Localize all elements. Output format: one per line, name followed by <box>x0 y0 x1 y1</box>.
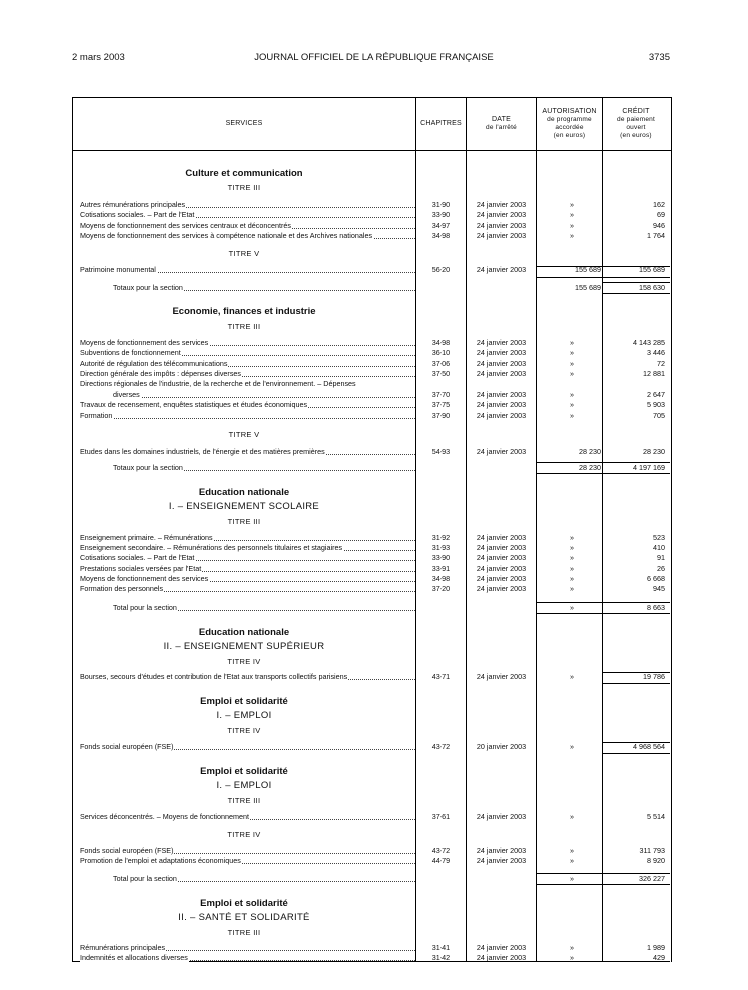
table-row <box>73 533 671 543</box>
cell-chapitre: 56-20 <box>431 265 451 274</box>
row-label-text: Promotion de l'emploi et adaptations économiques <box>80 856 241 865</box>
total-box-credit <box>603 672 670 684</box>
cell-credit: 69 <box>657 210 665 219</box>
table-row <box>73 338 671 348</box>
cell-chapitre: 31-41 <box>431 943 451 952</box>
table-row <box>73 400 671 410</box>
titre-heading: TITRE III <box>227 796 261 805</box>
cell-credit: 4 197 169 <box>633 463 665 472</box>
total-box-autorisation <box>537 873 602 885</box>
cell-date: 24 janvier 2003 <box>476 584 527 593</box>
section-title: Emploi et solidarité <box>200 766 288 777</box>
row-label-text: Totaux pour la section <box>113 283 183 292</box>
cell-date: 24 janvier 2003 <box>476 846 527 855</box>
cell-credit: 8 920 <box>647 856 665 865</box>
cell-credit: 2 647 <box>647 390 665 399</box>
row-label <box>80 553 415 563</box>
section-subtitle: I. – EMPLOI <box>216 780 272 791</box>
cell-autorisation: » <box>570 231 574 240</box>
table-row <box>73 221 671 231</box>
cell-autorisation: » <box>570 672 574 681</box>
titre-heading: TITRE V <box>228 430 260 439</box>
titre-heading: TITRE V <box>228 249 260 258</box>
row-label-text: Indemnités et allocations diverses <box>80 953 188 962</box>
row-label <box>80 846 415 856</box>
row-label <box>113 283 415 293</box>
titre-heading: TITRE IV <box>227 657 261 666</box>
column-header-services: SERVICES <box>225 120 263 127</box>
total-box-credit <box>603 742 670 754</box>
row-label-text: Travaux de recensement, enquêtes statistiques et études économiques <box>80 400 308 409</box>
cell-credit: 705 <box>653 411 665 420</box>
cell-autorisation: » <box>570 338 574 347</box>
cell-autorisation: » <box>570 574 574 583</box>
cell-autorisation: 155 689 <box>575 265 601 274</box>
total-box-credit <box>603 462 670 474</box>
cell-date: 24 janvier 2003 <box>476 856 527 865</box>
row-label <box>80 348 415 358</box>
cell-credit: 429 <box>653 953 665 962</box>
cell-date: 24 janvier 2003 <box>476 447 527 456</box>
row-label-text: diverses <box>113 390 140 399</box>
cell-chapitre: 37-06 <box>431 359 451 368</box>
cell-date: 24 janvier 2003 <box>476 210 527 219</box>
row-label <box>80 411 415 421</box>
row-label-text: Directions régionales de l'industrie, de la recherche et de l'environnement. – Dépenses <box>80 379 356 388</box>
section-title: Education nationale <box>198 627 290 638</box>
table-row <box>73 359 671 369</box>
cell-chapitre: 37-90 <box>431 411 451 420</box>
cell-credit: 155 689 <box>639 265 665 274</box>
row-label-text: Patrimoine monumental <box>80 265 156 274</box>
budget-table <box>72 97 672 962</box>
row-label-text: Moyens de fonctionnement des services <box>80 338 209 347</box>
cell-date: 24 janvier 2003 <box>476 543 527 552</box>
page-number: 3735 <box>648 52 670 63</box>
column-header-credit: CRÉDIT de paiement ouvert (en euros) <box>617 108 655 139</box>
cell-date: 24 janvier 2003 <box>476 953 527 962</box>
titre-heading: TITRE IV <box>227 830 261 839</box>
titre-heading: TITRE III <box>227 928 261 937</box>
cell-date: 24 janvier 2003 <box>476 359 527 368</box>
total-box-autorisation <box>537 462 602 474</box>
cell-chapitre: 31-42 <box>431 953 451 962</box>
cell-chapitre: 34-98 <box>431 574 451 583</box>
table-row <box>73 390 671 400</box>
cell-credit: 1 764 <box>647 231 665 240</box>
cell-autorisation: » <box>570 400 574 409</box>
cell-date: 24 janvier 2003 <box>476 348 527 357</box>
cell-date: 24 janvier 2003 <box>476 221 527 230</box>
row-label <box>80 953 415 962</box>
cell-credit: 26 <box>657 564 665 573</box>
row-label <box>80 543 415 553</box>
cell-autorisation: » <box>570 856 574 865</box>
row-label-text: Totaux pour la section <box>113 463 183 472</box>
row-label-text: Cotisations sociales. – Part de l'Etat <box>80 553 195 562</box>
section-title: Emploi et solidarité <box>200 898 288 909</box>
section-subtitle: II. – SANTÉ ET SOLIDARITÉ <box>178 912 310 923</box>
row-label <box>80 856 415 866</box>
row-label-text: Moyens de fonctionnement des services à compétence nationale et des Archives nationales <box>80 231 373 240</box>
row-label-text: Services déconcentrés. – Moyens de fonctionnement <box>80 812 250 821</box>
table-row <box>73 379 671 389</box>
cell-credit: 410 <box>653 543 665 552</box>
cell-autorisation: 155 689 <box>575 283 601 292</box>
cell-date: 24 janvier 2003 <box>476 943 527 952</box>
row-label-text: Total pour la section <box>113 603 177 612</box>
cell-credit: 91 <box>657 553 665 562</box>
cell-credit: 523 <box>653 533 665 542</box>
cell-autorisation: 28 230 <box>579 463 601 472</box>
row-label <box>80 533 415 543</box>
cell-credit: 162 <box>653 200 665 209</box>
cell-autorisation: » <box>570 874 574 883</box>
cell-autorisation: » <box>570 390 574 399</box>
cell-autorisation: » <box>570 359 574 368</box>
table-row <box>73 856 671 866</box>
cell-credit: 158 630 <box>639 283 665 292</box>
cell-chapitre: 37-75 <box>431 400 451 409</box>
table-row <box>73 742 671 752</box>
row-label <box>80 672 415 682</box>
journal-title: JOURNAL OFFICIEL DE LA RÉPUBLIQUE FRANÇAISE <box>254 52 494 63</box>
cell-autorisation: » <box>570 200 574 209</box>
table-row <box>73 846 671 856</box>
cell-date: 24 janvier 2003 <box>476 553 527 562</box>
cell-autorisation: » <box>570 210 574 219</box>
cell-chapitre: 33-90 <box>431 553 451 562</box>
cell-autorisation: » <box>570 603 574 612</box>
cell-date: 24 janvier 2003 <box>476 369 527 378</box>
total-box-autorisation <box>537 602 602 614</box>
table-row <box>73 672 671 682</box>
cell-autorisation: » <box>570 369 574 378</box>
row-label-text: Autres rémunérations principales <box>80 200 186 209</box>
titre-heading: TITRE IV <box>227 726 261 735</box>
row-label <box>80 400 415 410</box>
section-title: Education nationale <box>198 487 290 498</box>
row-label <box>113 603 415 613</box>
row-label-text: Fonds social européen (FSE) <box>80 846 174 855</box>
cell-autorisation: » <box>570 953 574 962</box>
cell-chapitre: 43-71 <box>431 672 451 681</box>
table-row <box>73 231 671 241</box>
cell-credit: 19 786 <box>643 672 665 681</box>
cell-date: 24 janvier 2003 <box>476 672 527 681</box>
cell-credit: 326 227 <box>639 874 665 883</box>
cell-autorisation: » <box>570 812 574 821</box>
cell-autorisation: 28 230 <box>579 447 601 456</box>
row-label <box>113 874 415 884</box>
table-row <box>73 564 671 574</box>
row-label <box>113 463 415 473</box>
section-subtitle: II. – ENSEIGNEMENT SUPÉRIEUR <box>163 641 325 652</box>
cell-credit: 945 <box>653 584 665 593</box>
column-header-autorisation: AUTORISATION de programme accordée (en euros) <box>542 108 597 139</box>
row-label-text: Fonds social européen (FSE) <box>80 742 174 751</box>
row-label <box>80 265 415 275</box>
cell-credit: 5 903 <box>647 400 665 409</box>
leader-dots <box>113 397 415 398</box>
section-subtitle: I. – EMPLOI <box>216 710 272 721</box>
cell-credit: 72 <box>657 359 665 368</box>
titre-heading: TITRE III <box>227 183 261 192</box>
row-label-text: Total pour la section <box>113 874 177 883</box>
cell-date: 24 janvier 2003 <box>476 812 527 821</box>
row-label-text: Cotisations sociales. – Part de l'Etat <box>80 210 195 219</box>
cell-credit: 5 514 <box>647 812 665 821</box>
section-title: Culture et communication <box>185 168 303 179</box>
cell-credit: 28 230 <box>643 447 665 456</box>
section-subtitle: I. – ENSEIGNEMENT SCOLAIRE <box>168 501 320 512</box>
total-box-credit <box>603 282 670 294</box>
table-row <box>73 574 671 584</box>
row-label-text: Rémunérations principales <box>80 943 166 952</box>
row-label <box>80 447 415 457</box>
table-row <box>73 411 671 421</box>
cell-date: 24 janvier 2003 <box>476 390 527 399</box>
cell-date: 24 janvier 2003 <box>476 265 527 274</box>
row-label <box>80 742 415 752</box>
page-date: 2 mars 2003 <box>72 52 125 63</box>
row-label <box>80 584 415 594</box>
table-row <box>73 543 671 553</box>
cell-chapitre: 44-79 <box>431 856 451 865</box>
table-row <box>73 447 671 457</box>
row-label-text: Bourses, secours d'études et contribution de l'Etat aux transports collectifs parisiens <box>80 672 348 681</box>
cell-chapitre: 31-90 <box>431 200 451 209</box>
row-label <box>80 338 415 348</box>
row-label <box>80 574 415 584</box>
row-label <box>80 210 415 220</box>
cell-date: 24 janvier 2003 <box>476 231 527 240</box>
cell-autorisation: » <box>570 533 574 542</box>
cell-chapitre: 54-93 <box>431 447 451 456</box>
total-box-credit <box>603 602 670 614</box>
table-row <box>73 584 671 594</box>
titre-heading: TITRE III <box>227 322 261 331</box>
cell-autorisation: » <box>570 943 574 952</box>
row-label <box>80 221 415 231</box>
cell-chapitre: 37-20 <box>431 584 451 593</box>
cell-credit: 1 989 <box>647 943 665 952</box>
cell-autorisation: » <box>570 564 574 573</box>
cell-date: 24 janvier 2003 <box>476 400 527 409</box>
cell-autorisation: » <box>570 543 574 552</box>
cell-date: 20 janvier 2003 <box>476 742 527 751</box>
row-label-text: Subventions de fonctionnement <box>80 348 181 357</box>
cell-date: 24 janvier 2003 <box>476 574 527 583</box>
cell-chapitre: 37-61 <box>431 812 451 821</box>
row-label-text: Direction générale des impôts : dépenses diverses <box>80 369 242 378</box>
cell-chapitre: 34-98 <box>431 231 451 240</box>
table-row <box>73 812 671 822</box>
cell-chapitre: 31-93 <box>431 543 451 552</box>
row-label <box>80 812 415 822</box>
cell-chapitre: 33-90 <box>431 210 451 219</box>
cell-date: 24 janvier 2003 <box>476 200 527 209</box>
cell-date: 24 janvier 2003 <box>476 564 527 573</box>
row-label-text: Etudes dans les domaines industriels, de l'énergie et des matières premières <box>80 447 325 456</box>
cell-autorisation: » <box>570 348 574 357</box>
cell-date: 24 janvier 2003 <box>476 338 527 347</box>
leader-dots <box>80 418 415 419</box>
cell-credit: 4 143 285 <box>633 338 665 347</box>
total-row <box>73 283 671 293</box>
cell-chapitre: 43-72 <box>431 846 451 855</box>
cell-autorisation: » <box>570 742 574 751</box>
table-row <box>73 265 671 275</box>
table-row <box>73 369 671 379</box>
cell-date: 24 janvier 2003 <box>476 533 527 542</box>
row-label-text: Moyens de fonctionnement des services centraux et déconcentrés <box>80 221 291 230</box>
cell-chapitre: 43-72 <box>431 742 451 751</box>
row-label-text: Autorité de régulation des télécommunications <box>80 359 228 368</box>
row-label <box>80 943 415 953</box>
cell-chapitre: 34-98 <box>431 338 451 347</box>
row-label-text: Formation <box>80 411 113 420</box>
table-row <box>73 210 671 220</box>
row-label <box>80 231 415 241</box>
row-label-text: Enseignement primaire. – Rémunérations <box>80 533 213 542</box>
cell-credit: 12 881 <box>643 369 665 378</box>
row-label <box>80 564 415 574</box>
cell-chapitre: 34-97 <box>431 221 451 230</box>
table-row <box>73 200 671 210</box>
cell-chapitre: 33-91 <box>431 564 451 573</box>
row-label-text: Formation des personnels <box>80 584 164 593</box>
row-label <box>80 379 415 389</box>
cell-autorisation: » <box>570 846 574 855</box>
cell-credit: 6 668 <box>647 574 665 583</box>
row-label-text: Enseignement secondaire. – Rémunérations des personnels titulaires et stagiaires <box>80 543 343 552</box>
row-label-text: Prestations sociales versées par l'Etat <box>80 564 202 573</box>
row-label <box>80 369 415 379</box>
cell-autorisation: » <box>570 411 574 420</box>
cell-autorisation: » <box>570 221 574 230</box>
cell-credit: 3 446 <box>647 348 665 357</box>
table-row <box>73 553 671 563</box>
titre-heading: TITRE III <box>227 517 261 526</box>
cell-autorisation: » <box>570 584 574 593</box>
header-rule <box>73 150 671 151</box>
table-row <box>73 943 671 953</box>
cell-credit: 8 663 <box>647 603 665 612</box>
cell-chapitre: 37-50 <box>431 369 451 378</box>
table-row <box>73 348 671 358</box>
row-label <box>113 390 415 400</box>
cell-credit: 311 793 <box>639 846 665 855</box>
cell-chapitre: 31-92 <box>431 533 451 542</box>
cell-chapitre: 37-70 <box>431 390 451 399</box>
cell-autorisation: » <box>570 553 574 562</box>
cell-credit: 946 <box>653 221 665 230</box>
total-box-credit <box>603 873 670 885</box>
column-header-date: DATE de l'arrêté <box>486 116 517 131</box>
cell-credit: 4 968 564 <box>633 742 665 751</box>
row-label-text: Moyens de fonctionnement des services <box>80 574 209 583</box>
row-label <box>80 359 415 369</box>
section-title: Emploi et solidarité <box>200 696 288 707</box>
column-header-chapitres: CHAPITRES <box>420 120 462 127</box>
row-label <box>80 200 415 210</box>
section-title: Economie, finances et industrie <box>172 306 316 317</box>
cell-chapitre: 36-10 <box>431 348 451 357</box>
cell-date: 24 janvier 2003 <box>476 411 527 420</box>
